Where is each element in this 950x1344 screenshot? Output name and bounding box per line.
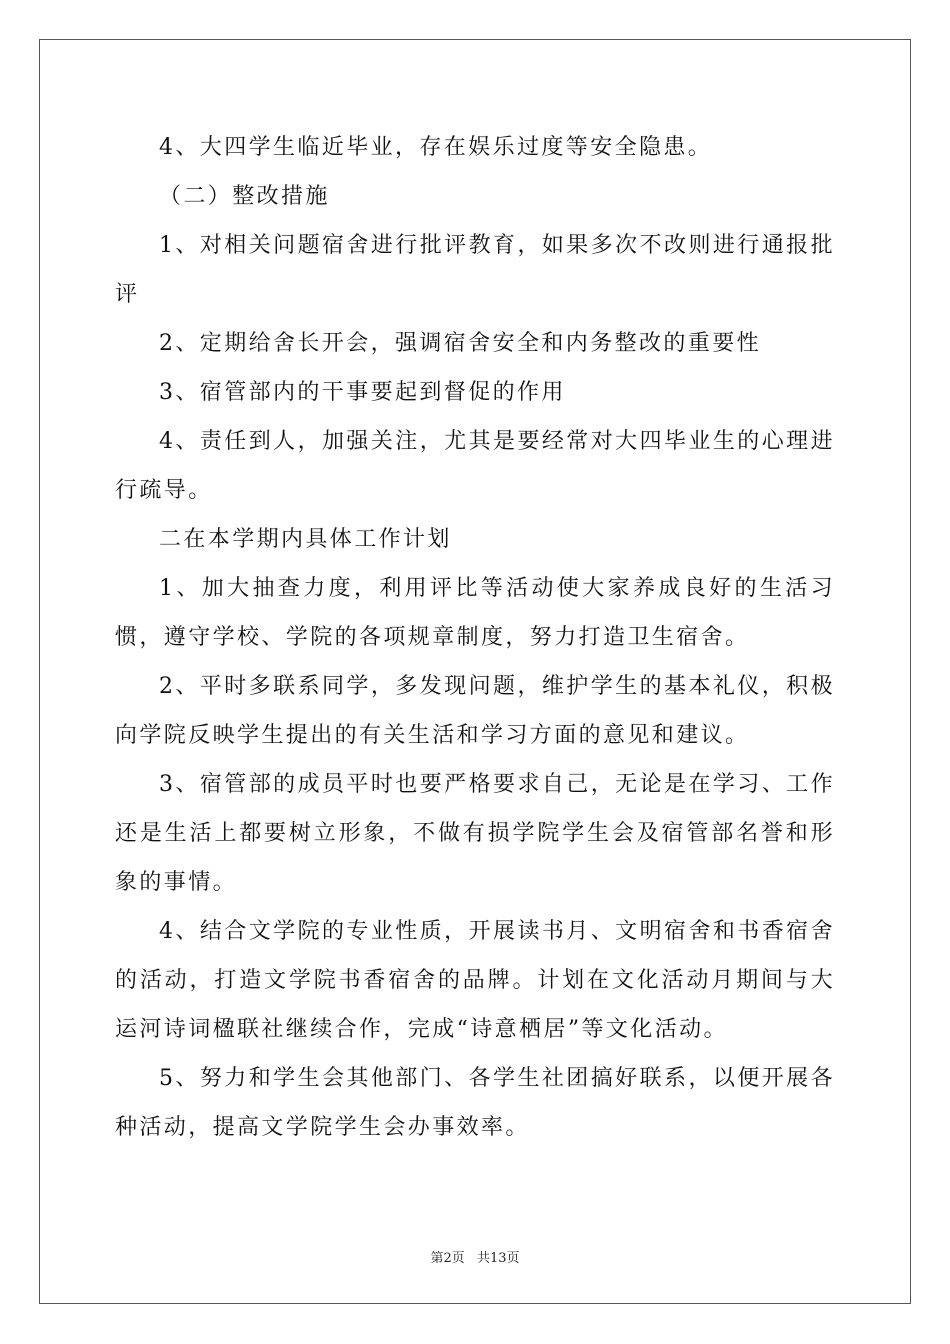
paragraph: 3、宿管部内的干事要起到督促的作用 [159,380,566,405]
paragraph: 4、责任到人，加强关注，尤其是要经常对大四毕业生的心理进行疏导。 [115,429,835,503]
section-heading: 二在本学期内具体工作计划 [159,527,452,552]
paragraph: 1、加大抽查力度，利用评比等活动使大家养成良好的生活习惯，遵守学校、学院的各项规章制度，努力打造卫生宿舍。 [115,576,835,650]
paragraph: 2、平时多联系同学，多发现问题，维护学生的基本礼仪，积极向学院反映学生提出的有关生活和学习方面的意见和建议。 [115,674,835,748]
section-heading: （二）整改措施 [159,184,330,209]
document-body [115,123,835,1152]
page-total: 共13页 [476,1251,520,1266]
paragraph: 3、宿管部的成员平时也要严格要求自己，无论是在学习、工作还是生活上都要树立形象，不做有损学院学生会及宿管部名誉和形象的事情。 [115,772,835,895]
paragraph: 2、定期给舍长开会，强调宿舍安全和内务整改的重要性 [159,331,761,356]
paragraph: 1、对相关问题宿舍进行批评教育，如果多次不改则进行通报批评 [115,233,835,307]
page-footer [0,1247,950,1266]
page-number: 第2页 [430,1251,465,1266]
paragraph: 5、努力和学生会其他部门、各学生社团搞好联系，以便开展各种活动，提高文学院学生会办事效率。 [115,1066,835,1140]
paragraph: 4、结合文学院的专业性质，开展读书月、文明宿舍和书香宿舍的活动，打造文学院书香宿舍的品牌。计划在文化活动月期间与大运河诗词楹联社继续合作，完成“诗意栖居”等文化活动。 [115,919,835,1042]
paragraph: 4、大四学生临近毕业，存在娱乐过度等安全隐患。 [159,135,713,160]
